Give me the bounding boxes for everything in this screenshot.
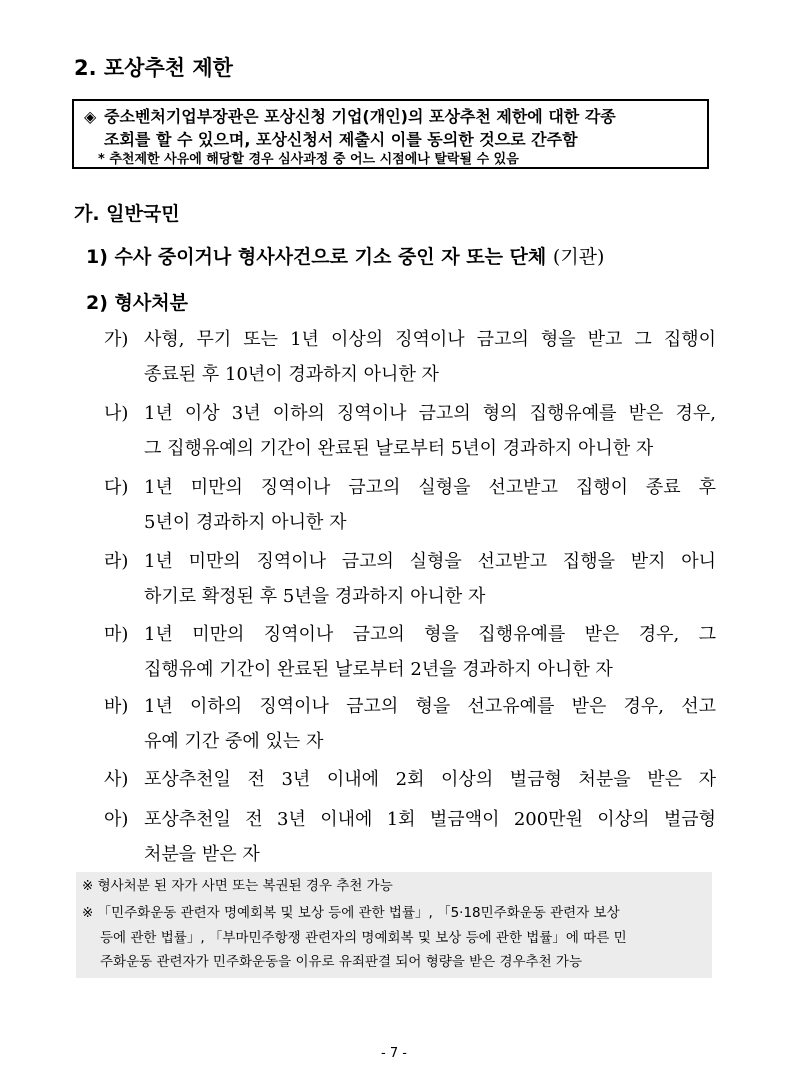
notes-box <box>76 872 712 978</box>
penalty-item-ma: 마) 1년 미만의 징역이나 금고의 형을 집행유예를 받은 경우, 그 집행유예 기간이 완료된 날로부터 2년을 경과하지 아니한 자 <box>104 624 716 680</box>
penalty-item-ga: 가) 사형, 무기 또는 1년 이상의 징역이나 금고의 형을 받고 그 집행이 종료된 후 10년이 경과하지 아니한 자 <box>104 329 716 385</box>
penalty-item-na: 나) 1년 이상 3년 이하의 징역이나 금고의 형의 집행유예를 받은 경우, 그 집행유예의 기간이 완료된 날로부터 5년이 경과하지 아니한 자 <box>104 403 716 459</box>
diamond-bullet-icon: ◈ <box>84 107 97 126</box>
penalty-item-ba: 바) 1년 이하의 징역이나 금고의 형을 선고유예를 받은 경우, 선고 유예 기간 중에 있는 자 <box>104 696 716 752</box>
section-title: 2. 포상추천 제한 <box>74 56 233 80</box>
penalty-item-sa: 사) 포상추천일 전 3년 이내에 2회 이상의 벌금형 처분을 받은 자 <box>104 769 716 790</box>
notice-line-1: ◈ 중소벤처기업부장관은 포상신청 기업(개인)의 포상추천 제한에 대한 각종 <box>84 107 616 126</box>
notice-box <box>72 99 709 169</box>
notice-line-2: 조회를 할 수 있으며, 포상신청서 제출시 이를 동의한 것으로 간주함 <box>104 130 578 149</box>
penalty-item-a: 아) 포상추천일 전 3년 이내에 1회 벌금액이 200만원 이상의 벌금형 처분을 받은 자 <box>104 809 716 865</box>
page-number: - 7 - <box>381 1046 407 1061</box>
restriction-item-2: 2) 형사처분 <box>86 292 188 314</box>
restriction-item-1: 1) 수사 중이거나 형사사건으로 기소 중인 자 또는 단체 (기관) <box>86 246 605 268</box>
penalty-item-da: 다) 1년 미만의 징역이나 금고의 실형을 선고받고 집행이 종료 후 5년이 경과하지 아니한 자 <box>104 477 716 533</box>
subsection-title: 가. 일반국민 <box>74 203 180 225</box>
note-line-4: 주화운동 관련자가 민주화운동을 이유로 유죄판결 되어 형량을 받은 경우추천 가능 <box>100 954 583 970</box>
note-line-1: ※ 형사처분 된 자가 사면 또는 복권된 경우 추천 가능 <box>82 878 393 894</box>
note-line-2: ※ 「민주화운동 관련자 명예회복 및 보상 등에 관한 법률」, 「5·18민주화운동 관련자 보상 <box>82 905 620 921</box>
penalty-item-ra: 라) 1년 미만의 징역이나 금고의 실형을 선고받고 집행을 받지 아니 하기로 확정된 후 5년을 경과하지 아니한 자 <box>104 551 716 607</box>
notice-footnote: * 추천제한 사유에 해당할 경우 심사과정 중 어느 시점에나 탈락될 수 있음 <box>98 152 519 167</box>
note-line-3: 등에 관한 법률」, 「부마민주항쟁 관련자의 명예회복 및 보상 등에 관한 법률」에 따른 민 <box>100 930 627 946</box>
